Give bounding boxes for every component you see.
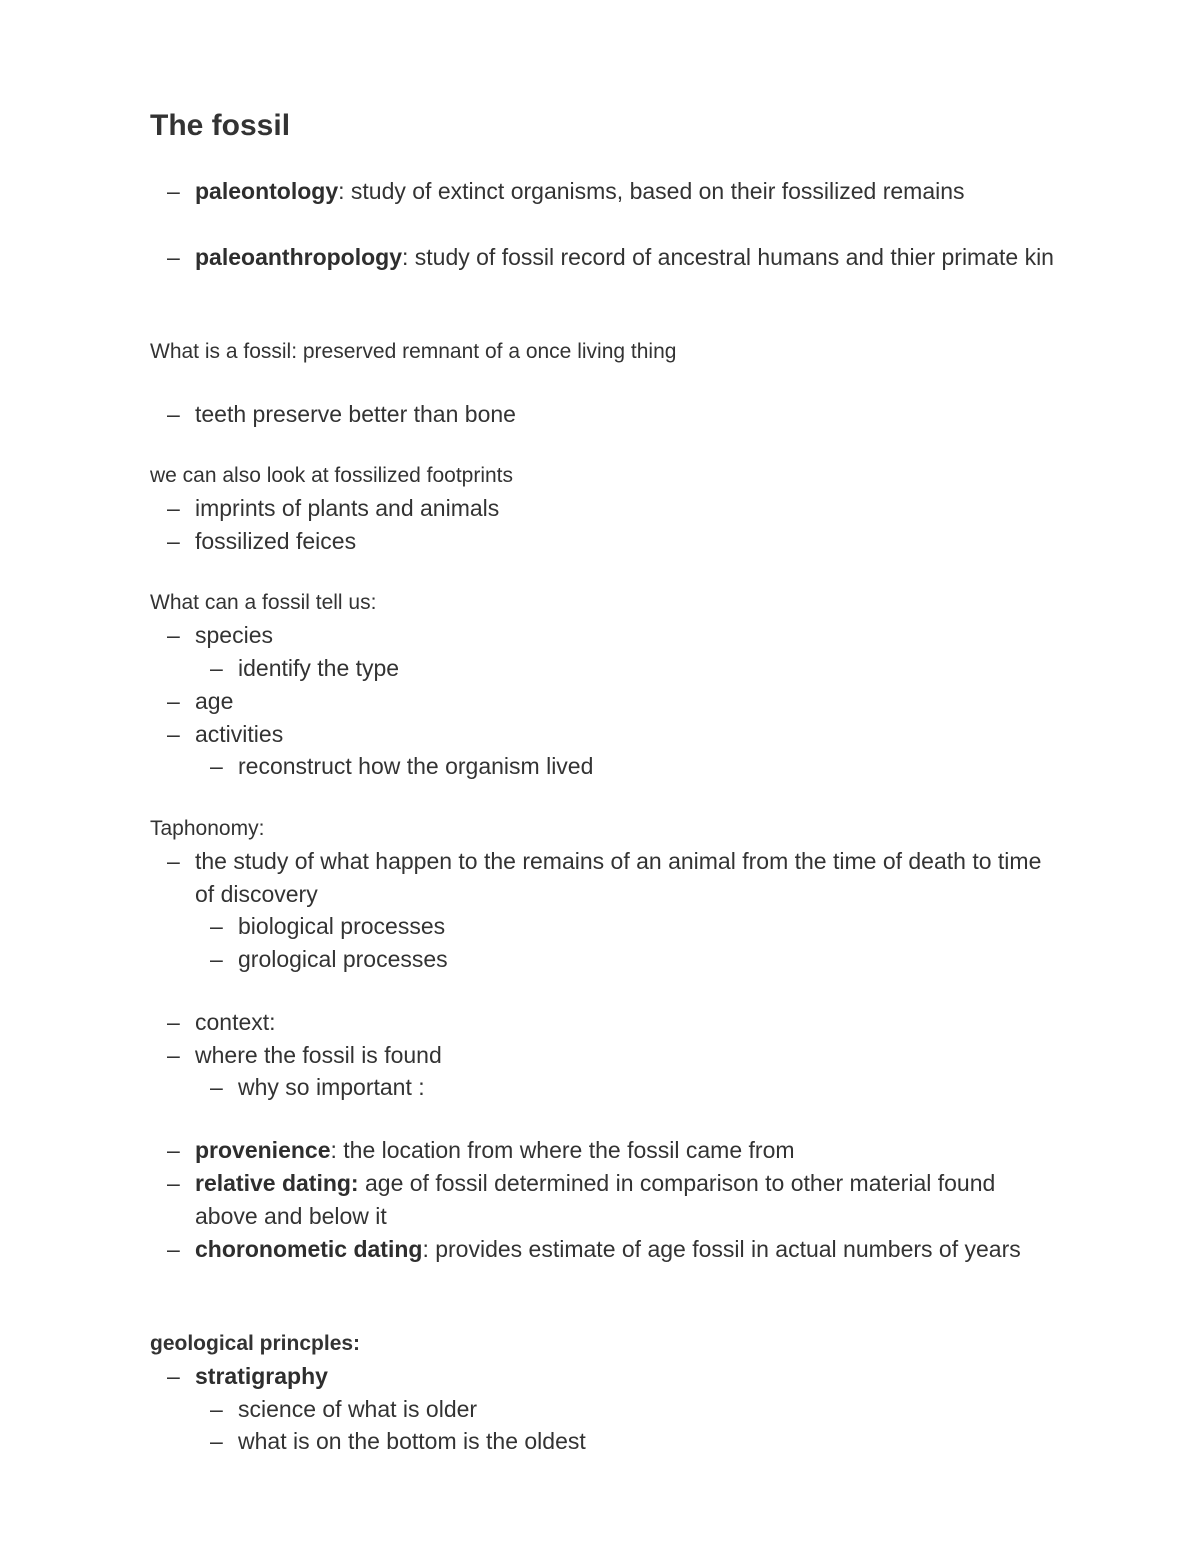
list-dash: – [210, 946, 223, 972]
list-text: biological processes [238, 913, 446, 939]
list-text: the study of what happen to the remains of an animal from the time of death to time of discovery [195, 848, 1042, 907]
term-paleontology: paleontology [195, 178, 339, 204]
list-text: reconstruct how the organism lived [238, 753, 594, 779]
list-item [167, 241, 1055, 274]
list-dash: – [167, 1137, 180, 1163]
list-dash: – [167, 622, 180, 648]
list-item [167, 175, 1055, 208]
definition: : study of fossil record of ancestral humans and thier primate kin [402, 244, 1054, 270]
list-text: context: [195, 1009, 276, 1035]
definition: : study of extinct organisms, based on their fossilized remains [338, 178, 965, 204]
list-dash: – [167, 1170, 180, 1196]
list-item [167, 1167, 1055, 1233]
sub-list-item [210, 1393, 1038, 1426]
list-item [167, 1039, 1055, 1072]
list-item [167, 1134, 1055, 1167]
list-dash: – [210, 913, 223, 939]
list-item [167, 398, 1055, 431]
sub-list-item [210, 1425, 1038, 1458]
list-dash: – [210, 1428, 223, 1454]
list-item [167, 492, 1055, 525]
definition: : provides estimate of age fossil in actual numbers of years [422, 1236, 1021, 1262]
list-text: identify the type [238, 655, 400, 681]
list-dash: – [167, 1042, 180, 1068]
paragraph-footprints: we can also look at fossilized footprints [150, 464, 514, 487]
list-dash: – [167, 688, 180, 714]
list-text: age [195, 688, 234, 714]
list-dash: – [167, 178, 180, 204]
list-item [167, 619, 1055, 652]
list-text: grological processes [238, 946, 448, 972]
sub-list-item [210, 750, 1038, 783]
list-dash: – [167, 1009, 180, 1035]
list-dash: – [167, 1236, 180, 1262]
list-dash: – [167, 244, 180, 270]
list-item [167, 1233, 1055, 1266]
list-text: teeth preserve better than bone [195, 401, 516, 427]
definition: : the location from where the fossil came from [330, 1137, 795, 1163]
list-dash: – [210, 753, 223, 779]
list-dash: – [210, 1396, 223, 1422]
list-dash: – [167, 528, 180, 554]
list-text: species [195, 622, 273, 648]
list-item [167, 718, 1055, 751]
list-dash: – [167, 495, 180, 521]
sub-list-item [210, 943, 1038, 976]
term-chronometric-dating: choronometic dating [195, 1236, 423, 1262]
sub-list-item [210, 1071, 1038, 1104]
term-stratigraphy: stratigraphy [195, 1363, 328, 1389]
list-text: where the fossil is found [195, 1042, 442, 1068]
list-item [167, 525, 1055, 558]
list-item [167, 1006, 1055, 1039]
list-text: science of what is older [238, 1396, 478, 1422]
list-text: why so important : [238, 1074, 425, 1100]
sub-list-item [210, 910, 1038, 943]
list-item [167, 1360, 1055, 1393]
paragraph-geological-principles: geological princples: [150, 1332, 361, 1355]
term-provenience: provenience [195, 1137, 331, 1163]
page-title: The fossil [150, 109, 291, 142]
paragraph-fossil-tell: What can a fossil tell us: [150, 591, 377, 614]
list-text: what is on the bottom is the oldest [238, 1428, 586, 1454]
list-dash: – [167, 401, 180, 427]
list-dash: – [210, 655, 223, 681]
list-text: fossilized feices [195, 528, 357, 554]
list-item [167, 845, 1055, 911]
list-text: activities [195, 721, 284, 747]
paragraph-taphonomy: Taphonomy: [150, 817, 265, 840]
list-dash: – [167, 721, 180, 747]
list-dash: – [167, 848, 180, 874]
definition: age of fossil determined in comparison to other material found above and below it [195, 1170, 996, 1229]
paragraph-what-is-fossil: What is a fossil: preserved remnant of a once living thing [150, 340, 677, 363]
list-dash: – [167, 1363, 180, 1389]
list-item [167, 685, 1055, 718]
sub-list-item [210, 652, 1038, 685]
term-relative-dating: relative dating: [195, 1170, 359, 1196]
list-text: imprints of plants and animals [195, 495, 500, 521]
list-dash: – [210, 1074, 223, 1100]
term-paleoanthropology: paleoanthropology [195, 244, 402, 270]
